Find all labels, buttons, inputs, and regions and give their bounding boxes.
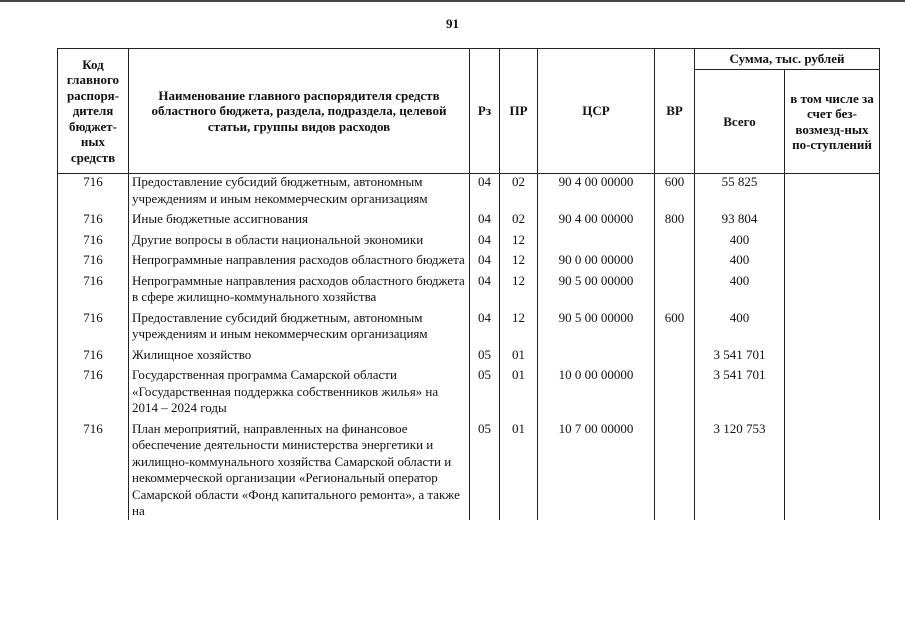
cell-vr (655, 417, 695, 520)
table-row (58, 343, 880, 364)
header-pr: ПР (500, 49, 538, 174)
cell-csr: 90 4 00 00000 (538, 207, 655, 228)
cell-name: План мероприятий, направленных на финансовое обеспечение деятельности министерства энергетики и жилищно-коммунального хозяйства Самарской области и некоммерческой организации «Региональный оператор Самарской области «Фонд капитального ремонта», а также на (129, 417, 470, 520)
cell-vr (655, 228, 695, 249)
cell-total: 3 120 753 (695, 417, 785, 520)
cell-vr (655, 363, 695, 417)
table-row (58, 228, 880, 249)
cell-incl (785, 207, 880, 228)
header-total: Всего (695, 70, 785, 174)
cell-total: 93 804 (695, 207, 785, 228)
cell-rz: 04 (470, 306, 500, 343)
cell-incl (785, 269, 880, 306)
table-row (58, 248, 880, 269)
cell-vr: 600 (655, 174, 695, 208)
cell-rz: 05 (470, 343, 500, 364)
cell-total: 400 (695, 306, 785, 343)
cell-total: 400 (695, 228, 785, 249)
cell-rz: 05 (470, 363, 500, 417)
cell-csr: 90 0 00 00000 (538, 248, 655, 269)
cell-code: 716 (58, 174, 129, 208)
cell-incl (785, 228, 880, 249)
cell-total: 400 (695, 269, 785, 306)
header-incl: в том числе за счет без-возмезд-ных по-ступлений (785, 70, 880, 174)
cell-pr: 01 (500, 363, 538, 417)
cell-code: 716 (58, 417, 129, 520)
cell-pr: 12 (500, 306, 538, 343)
cell-name: Другие вопросы в области национальной экономики (129, 228, 470, 249)
cell-incl (785, 248, 880, 269)
cell-name: Непрограммные направления расходов областного бюджета в сфере жилищно-коммунального хозяйства (129, 269, 470, 306)
cell-incl (785, 306, 880, 343)
cell-rz: 04 (470, 174, 500, 208)
cell-code: 716 (58, 248, 129, 269)
cell-csr (538, 228, 655, 249)
cell-pr: 02 (500, 207, 538, 228)
cell-csr: 90 4 00 00000 (538, 174, 655, 208)
table-row (58, 269, 880, 306)
page-number: 91 (446, 16, 459, 31)
top-rule (0, 0, 905, 2)
cell-total: 3 541 701 (695, 343, 785, 364)
cell-csr: 10 0 00 00000 (538, 363, 655, 417)
cell-rz: 05 (470, 417, 500, 520)
cell-vr (655, 248, 695, 269)
budget-table (57, 48, 880, 520)
cell-incl (785, 363, 880, 417)
table-row (58, 207, 880, 228)
cell-csr: 90 5 00 00000 (538, 269, 655, 306)
cell-rz: 04 (470, 207, 500, 228)
cell-incl (785, 174, 880, 208)
table-row (58, 363, 880, 417)
header-name: Наименование главного распорядителя средств областного бюджета, раздела, подраздела, целевой статьи, группы видов расходов (129, 49, 470, 174)
cell-csr: 90 5 00 00000 (538, 306, 655, 343)
table-row (58, 306, 880, 343)
cell-name: Непрограммные направления расходов областного бюджета (129, 248, 470, 269)
header-csr: ЦСР (538, 49, 655, 174)
table-row (58, 417, 880, 520)
cell-rz: 04 (470, 269, 500, 306)
cell-vr: 800 (655, 207, 695, 228)
header-sum: Сумма, тыс. рублей (695, 49, 880, 70)
table-header (58, 49, 880, 174)
cell-code: 716 (58, 343, 129, 364)
cell-pr: 12 (500, 269, 538, 306)
header-code: Код главного распоря-дителя бюджет-ных средств (58, 49, 129, 174)
cell-name: Государственная программа Самарской области «Государственная поддержка собственников жилья» на 2014 – 2024 годы (129, 363, 470, 417)
cell-rz: 04 (470, 248, 500, 269)
cell-name: Жилищное хозяйство (129, 343, 470, 364)
cell-incl (785, 417, 880, 520)
cell-pr: 12 (500, 248, 538, 269)
cell-name: Предоставление субсидий бюджетным, автономным учреждениям и иным некоммерческим организациям (129, 174, 470, 208)
cell-vr: 600 (655, 306, 695, 343)
cell-total: 400 (695, 248, 785, 269)
table-row (58, 174, 880, 208)
cell-csr: 10 7 00 00000 (538, 417, 655, 520)
cell-name: Предоставление субсидий бюджетным, автономным учреждениям и иным некоммерческим организациям (129, 306, 470, 343)
cell-incl (785, 343, 880, 364)
table-body (58, 174, 880, 520)
cell-code: 716 (58, 306, 129, 343)
header-vr: ВР (655, 49, 695, 174)
cell-name: Иные бюджетные ассигнования (129, 207, 470, 228)
cell-pr: 01 (500, 417, 538, 520)
cell-code: 716 (58, 269, 129, 306)
cell-total: 3 541 701 (695, 363, 785, 417)
cell-rz: 04 (470, 228, 500, 249)
header-rz: Рз (470, 49, 500, 174)
cell-pr: 12 (500, 228, 538, 249)
cell-pr: 01 (500, 343, 538, 364)
cell-code: 716 (58, 228, 129, 249)
cell-vr (655, 343, 695, 364)
cell-csr (538, 343, 655, 364)
cell-vr (655, 269, 695, 306)
cell-total: 55 825 (695, 174, 785, 208)
cell-pr: 02 (500, 174, 538, 208)
cell-code: 716 (58, 363, 129, 417)
cell-code: 716 (58, 207, 129, 228)
